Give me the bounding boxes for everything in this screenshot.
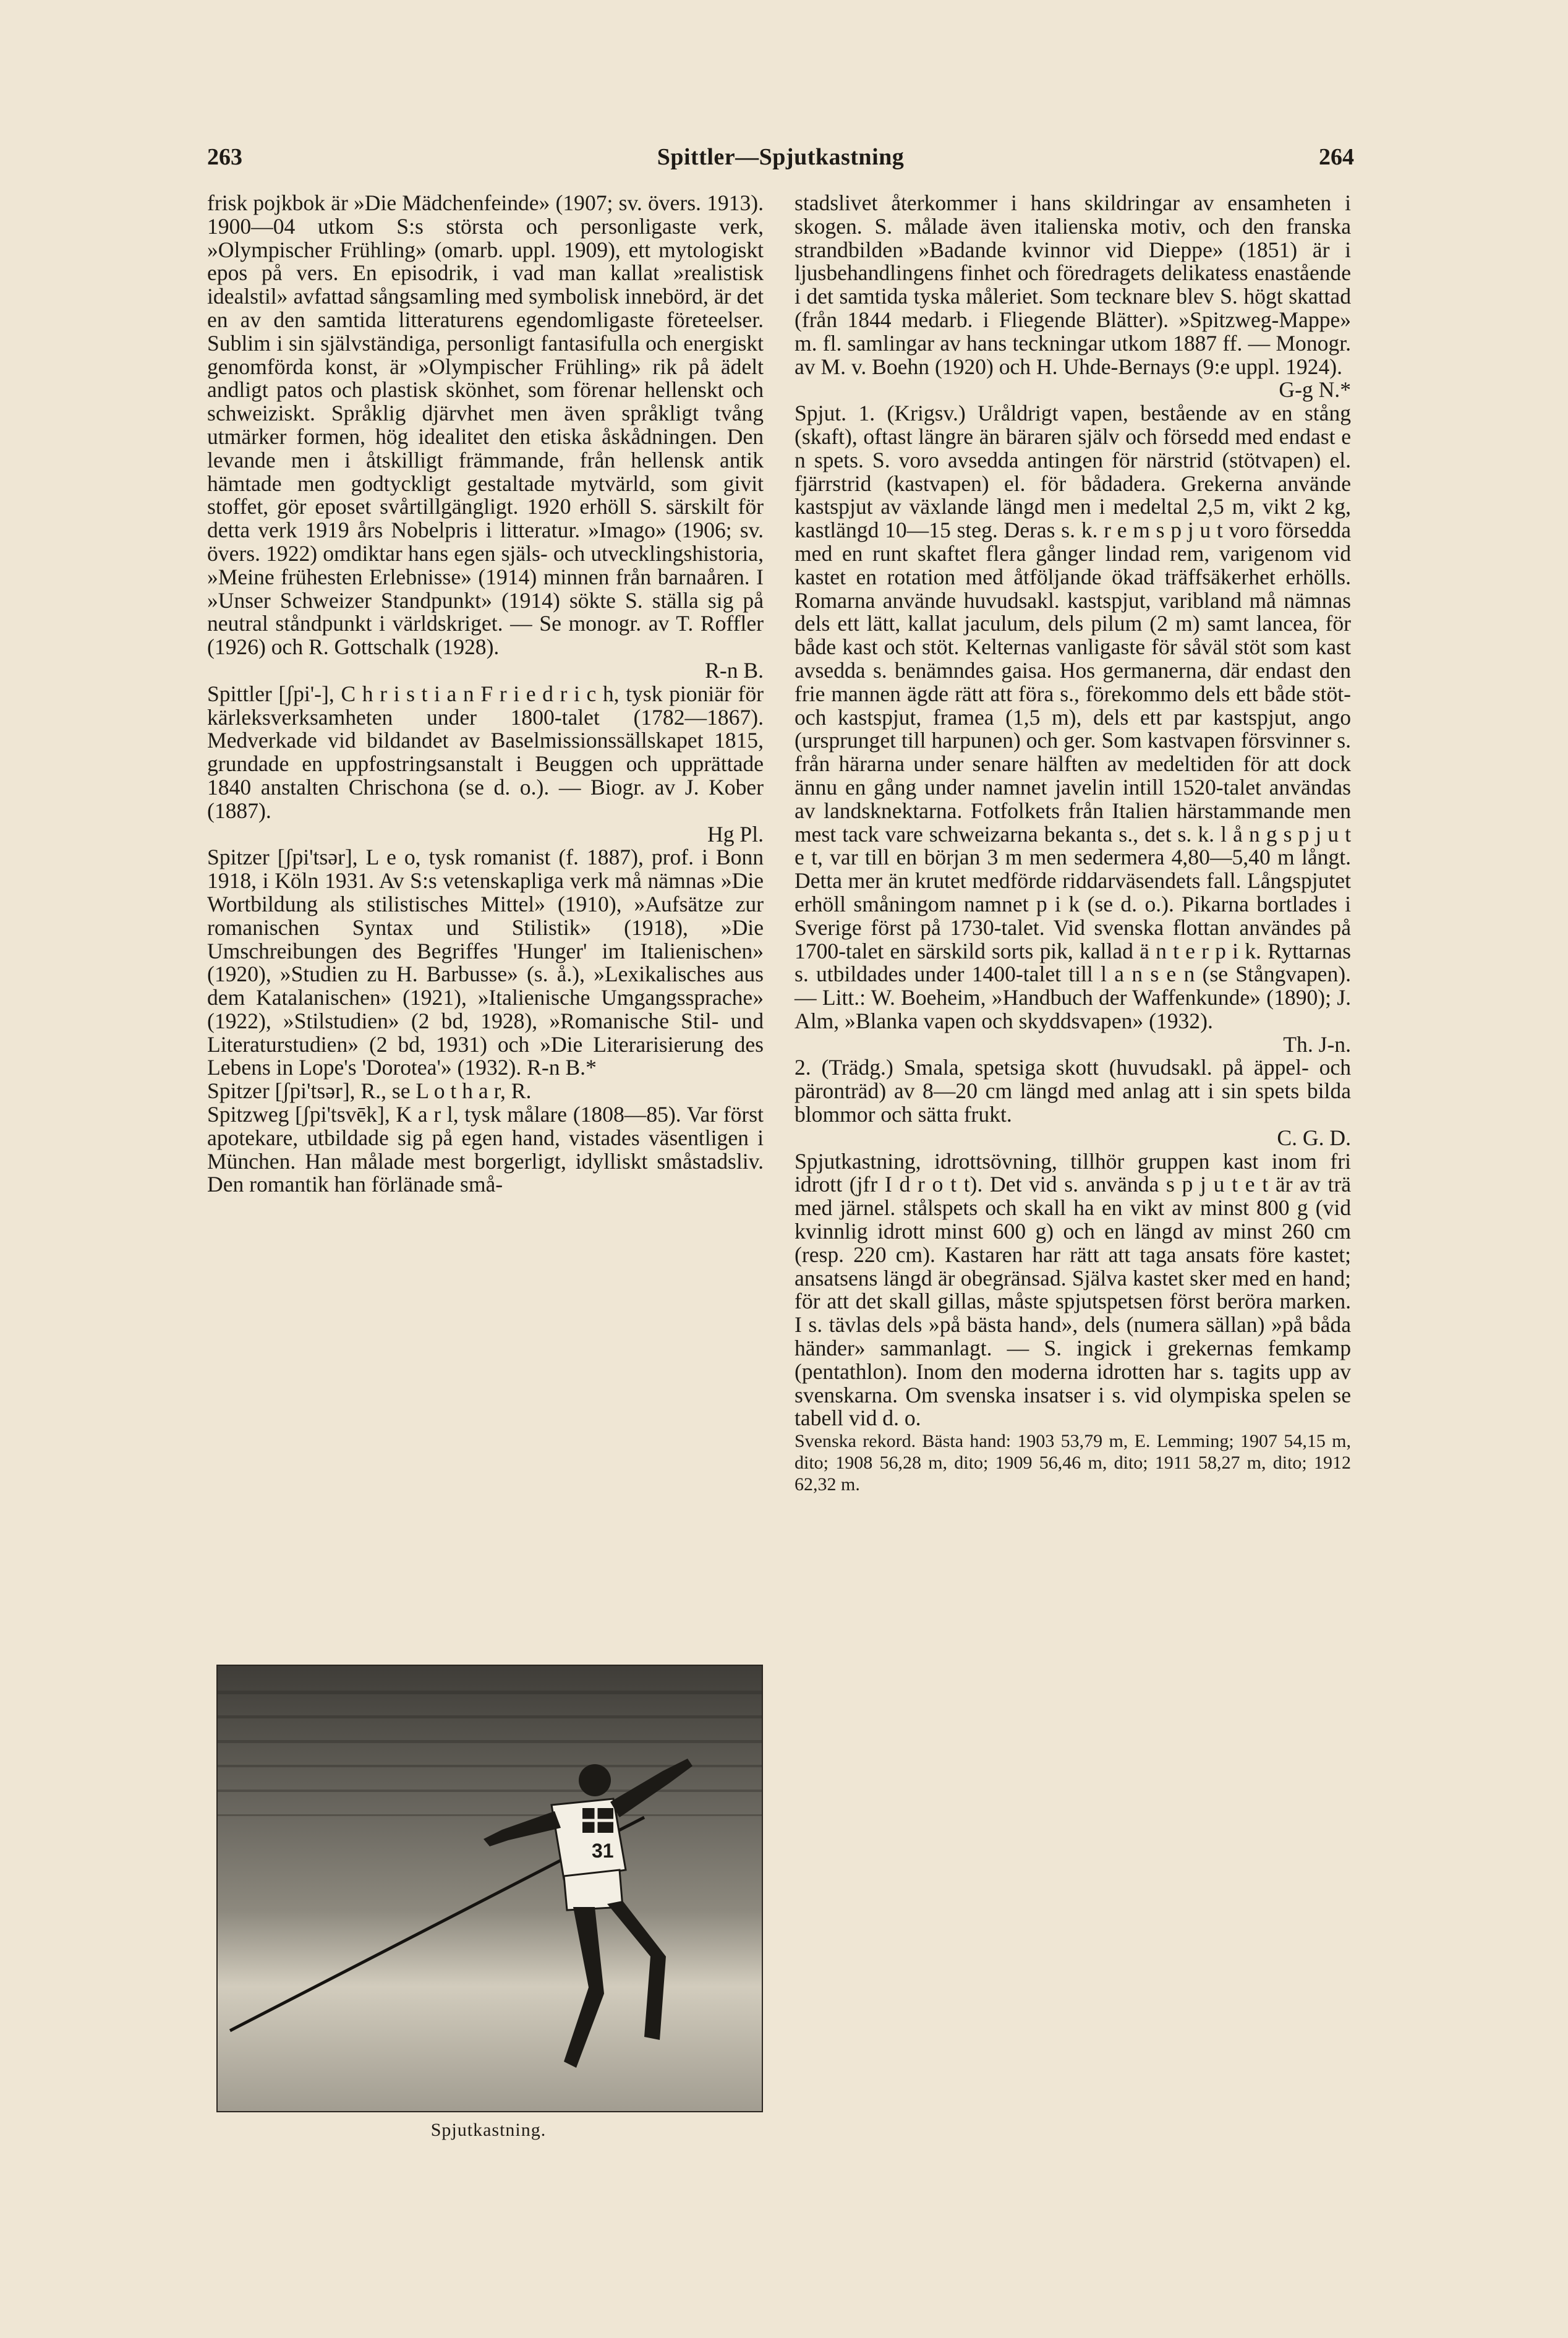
author-sign: R-n B. — [705, 657, 764, 683]
schweitzer-entry-continued: frisk pojkbok är »Die Mädchenfeinde» (1907; sv. övers. 1913). 1900—04 utkom S:s största och personligaste verk, »Olympischer Frühling» (omarb. uppl. 1909), ett mytologiskt epos på vers. En episodrik, i vad man kallat »realistisk idealstil» avfattad sångsamling med symbolisk innebörd, är det en av den samtida litteraturens egendomligaste företeelser. Sublim i sin självständiga, personligt fantasifulla och energiskt genomförda konst, är »Olympischer Frühling» rik på ädelt andligt patos och plastisk skönhet, som förenar hellenskt och schweiziskt. Språklig djärvhet men även språkligt tvång utmärker formen, hög idealitet den etiska åskådningen. Den levande men i åtskilligt främmande, från hellensk antik hämtade men godtyckligt gestaltade mytvärld, som givit stoffet, gör eposet svårtillgängligt. 1920 erhöll S. särskilt för detta verk 1919 års Nobelpris i litteratur. »Imago» (1906; sv. övers. 1922) omdiktar hans egen själs- och utvecklingshistoria, »Meine frühesten Erlebnisse» (1914) minnen från barnaåren. I »Unser Schweizer Standpunkt» (1914) sökte S. ställa sig på neutral ståndpunkt i världskriget. — Se monogr. av T. Roffler (1926) och R. Gottschalk (1928). — [207, 190, 764, 660]
bib-number: 31 — [592, 1840, 614, 1862]
entry-spitzer-r: Spitzer [ʃpi'tsər], R., se L o t h a r, R. — [207, 1078, 532, 1104]
photo-caption: Spjutkastning. — [430, 2120, 547, 2140]
athlete-head — [579, 1764, 611, 1796]
entry-spittler: Spittler [ʃpi'-], C h r i s t i a n F r i e d r i c h, tysk pioniär för kärleksverksamheten under 1800-talet (1782—1867). Medverkade vid bildandet av Baselmissionssällskapet 1815, grundade en uppfostringsanstalt i Beuggen och upprättade 1840 anstalten Chrischona (se d. o.). — Biogr. av J. Kober (1887). — [207, 681, 764, 823]
javelin-thrower-photo — [216, 1665, 763, 2112]
entry-spitzweg: Spitzweg [ʃpi'tsvēk], K a r l, tysk målare (1808—85). Var först apotekare, utbildade sig på egen hand, vistades väsentligen i München. Han målade mest borgerligt, idylliskt småstadsliv. Den romantik han förlänade små- — [207, 1102, 764, 1197]
page-number-left: 263 — [207, 144, 242, 170]
author-sign: G-g N.* — [1279, 377, 1351, 403]
entry-spitzer-leo: Spitzer [ʃpi'tsər], L e o, tysk romanist (f. 1887), prof. i Bonn 1918, i Köln 1931. Av S:s vetenskapliga verk må nämnas »Die Wortbildung als stilistisches Mittel» (1910), »Aufsätze zur romanischen Syntax und Stilistik» (1918), »Die Umschreibungen des Begriffes 'Hunger' im Italienischen» (1920), »Studien zu H. Barbusse» (s. å.), »Lexikalisches aus dem Katalanischen» (1921), »Italienische Umgangssprache» (1922), »Stilstudien» (2 bd, 1928), »Romanische Stil- und Literaturstudien» (2 bd, 1931) och »Die Literarisierung des Lebens in Lope's 'Dorotea'» (1932). R-n B.* — [207, 845, 764, 1080]
author-sign: Th. J-n. — [1283, 1031, 1351, 1057]
right-column — [795, 192, 1351, 1495]
running-title: Spittler—Spjutkastning — [657, 144, 905, 170]
left-column — [207, 192, 764, 1197]
page-header — [207, 143, 1354, 181]
photo-illustration — [218, 1666, 762, 2111]
swedish-records-note: Svenska rekord. Bästa hand: 1903 53,79 m, E. Lemming; 1907 54,15 m, dito; 1908 56,28 m, dito; 1909 56,46 m, dito; 1911 58,27 m, dito; 1912 62,32 m. — [795, 1431, 1351, 1495]
author-sign: Hg Pl. — [707, 821, 764, 847]
spitzweg-entry-continued: stadslivet återkommer i hans skildringar av ensamheten i skogen. S. målade även italienska motiv, och den franska strandbilden »Badande kvinnor vid Dieppe» (1851) är i ljusbehandlingens finhet och föredragets delikatess enastående i det samtida tyska måleriet. Som tecknare blev S. högt skattad (från 1844 medarb. i Fliegende Blätter). »Spitzweg-Mappe» m. fl. samlingar av hans teckningar utkom 1887 ff. — Monogr. av M. v. Boehn (1920) och H. Uhde-Bernays (9:e uppl. 1924). — [795, 190, 1351, 379]
entry-spjut: Spjut. 1. (Krigsv.) Uråldrigt vapen, bestående av en stång (skaft), oftast längre än bäraren själv och försedd med endast e n spets. S. voro avsedda antingen för närstrid (stötvapen) el. fjärrstrid (kastvapen) el. för bådadera. Grekerna använde kastspjut av växlande längd men i medeltal 2,5 m, vikt 2 kg, kastlängd 10—15 steg. Deras s. k. r e m s p j u t voro försedda med en runt skaftet flera gånger lindad rem, varigenom vid kastet en rotation med åtföljande ökad träffsäkerhet erhölls. Romarna använde huvudsakl. kastspjut, varibland må nämnas dels ett lätt, kallat jaculum, dels pilum (2 m) samt lancea, för både kast och stöt. Kelternas vanligaste för såväl stöt som kast avsedda s. benämndes gaisa. Hos germanerna, där endast den frie mannen ägde rätt att föra s., förekommo dels ett både stöt- och kastspjut, framea (1,5 m), dels ett par kastspjut, ango (ursprunget till harpunen) och ger. Som kastvapen försvinner s. från härarna under senare hälften av medeltiden för att dock ännu en gång under namnet javelin intill 1520-talet användas av landsknektarna. Fotfolkets från Italien härstammande men mest tack vare schweizarna bekanta s., det s. k. l å n g s p j u t e t, var till en början 3 m men sedermera 4,80—5,40 m långt. Detta mer än krutet medförde riddarväsendets fall. Långspjutet erhöll småningom namnet p i k (se d. o.). Pikarna bortlades i Sverige först på 1730-talet. Vid svenska flottan användes på 1700-talet en särskild sorts pik, kallad ä n t e r p i k. Ryttarnas s. utbildades under 1400-talet till l a n s e n (se Stångvapen). — Litt.: W. Boeheim, »Handbuch der Waffenkunde» (1890); J. Alm, »Blanka vapen och skyddsvapen» (1932). — [795, 401, 1351, 1033]
entry-spjutkastning: Spjutkastning, idrottsövning, tillhör gruppen kast inom fri idrott (jfr I d r o t t). Det vid s. använda s p j u t e t är av trä med järnel. stålspets och skall ha en vikt av minst 800 g (vid kvinnlig idrott minst 600 g) och en längd av minst 260 cm (resp. 220 cm). Kastaren har rätt att taga ansats före kastet; ansatsens längd är obegränsad. Själva kastet sker med en hand; för att det skall gillas, måste spjutspetsen först beröra marken. I s. tävlas dels »på bästa hand», dels (numera sällan) »på båda händer» sammanlagt. — S. ingick i grekernas femkamp (pentathlon). Inom den moderna idrotten har s. tagits upp av svenskarna. Om svenska insatser i s. vid olympiska spelen se tabell vid d. o. — [795, 1148, 1351, 1431]
page-number-right: 264 — [1319, 144, 1354, 170]
author-sign: C. G. D. — [1277, 1125, 1351, 1150]
entry-spjut-tradg: 2. (Trädg.) Smala, spetsiga skott (huvudsakl. på äppel- och päronträd) av 8—20 cm längd med anlag att i sin spets bilda blommor och sätta frukt. — [795, 1055, 1351, 1127]
